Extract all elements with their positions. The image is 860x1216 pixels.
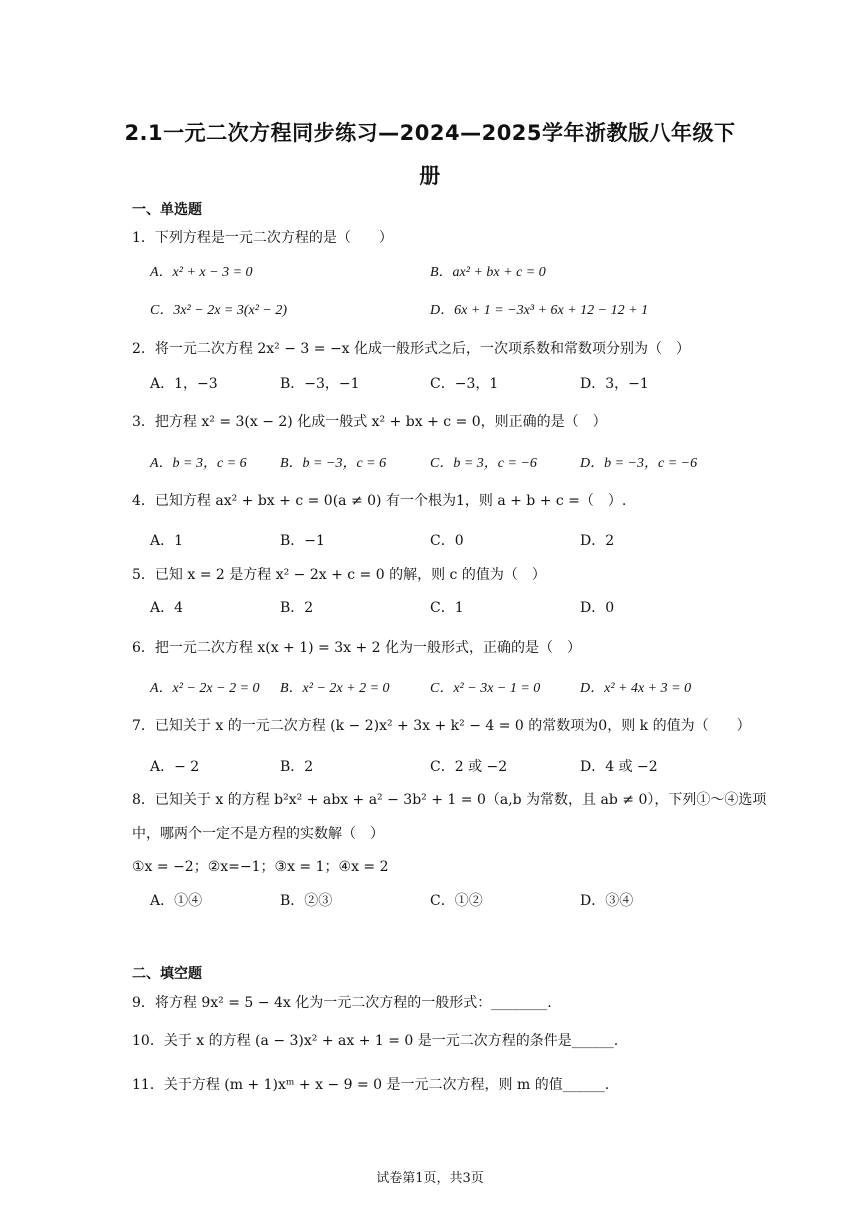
question-5-option-a: A．4	[150, 600, 184, 616]
question-8-option-b: B．②③	[280, 893, 333, 909]
question-6-option-c: C．x² − 3x − 1 = 0	[430, 681, 541, 696]
question-5-stem: 5．已知 x = 2 是方程 x² − 2x + c = 0 的解，则 c 的值为（ ）	[132, 567, 546, 583]
question-5-option-d: D．0	[580, 600, 615, 616]
question-3-stem: 3．把方程 x² = 3(x − 2) 化成一般式 x² + bx + c = 0，则正确的是（ ）	[132, 414, 607, 430]
question-8-choices: ①x = −2；②x=−1；③x = 1；④x = 2	[132, 859, 389, 875]
question-8-option-d: D．③④	[580, 893, 634, 909]
question-4-option-b: B．−1	[280, 533, 325, 549]
question-8-stem: 8．已知关于 x 的方程 b²x² + abx + a² − 3b² + 1 = 0（a,b 为常数，且 ab ≠ 0），下列①～④选项	[132, 792, 767, 808]
question-3-option-b: B．b = −3，c = 6	[280, 456, 387, 471]
question-7-option-d: D．4 或 −2	[580, 759, 658, 775]
question-7-option-b: B．2	[280, 759, 314, 775]
question-1-option-b: B．ax² + bx + c = 0	[430, 265, 546, 280]
question-3-option-d: D．b = −3，c = −6	[580, 456, 698, 471]
page-title: 2.1一元二次方程同步练习—2024—2025学年浙教版八年级下	[124, 121, 736, 145]
question-1-option-c: C．3x² − 2x = 3(x² − 2)	[150, 303, 288, 318]
question-1-stem: 1．下列方程是一元二次方程的是（ ）	[132, 230, 393, 246]
question-8-option-c: C．①②	[430, 893, 483, 909]
question-4-option-a: A．1	[150, 533, 184, 549]
question-5-option-c: C．1	[430, 600, 464, 616]
section-heading-fill-in: 二、填空题	[132, 966, 202, 982]
question-7-option-a: A．− 2	[150, 759, 200, 775]
section-heading-single-choice: 一、单选题	[132, 202, 202, 218]
question-7-option-c: C．2 或 −2	[430, 759, 508, 775]
question-2-option-b: B．−3，−1	[280, 376, 360, 392]
question-4-option-c: C．0	[430, 533, 464, 549]
question-2-option-c: C．−3，1	[430, 376, 499, 392]
question-6-option-d: D．x² + 4x + 3 = 0	[580, 681, 692, 696]
page-title-continued: 册	[419, 164, 441, 188]
page-footer: 试卷第1页，共3页	[376, 1171, 484, 1186]
question-3-option-a: A．b = 3，c = 6	[150, 456, 247, 471]
question-2-option-d: D．3，−1	[580, 376, 649, 392]
question-3-option-c: C．b = 3，c = −6	[430, 456, 537, 471]
question-2-stem: 2．将一元二次方程 2x² − 3 = −x 化成一般形式之后，一次项系数和常数项分别为（ ）	[132, 341, 691, 357]
question-5-option-b: B．2	[280, 600, 314, 616]
question-2-option-a: A．1，−3	[150, 376, 218, 392]
question-6-option-b: B．x² − 2x + 2 = 0	[280, 681, 390, 696]
question-1-option-d: D．6x + 1 = −3x³ + 6x + 12 − 12 + 1	[430, 303, 649, 318]
question-7-stem: 7．已知关于 x 的一元二次方程 (k − 2)x² + 3x + k² − 4 = 0 的常数项为0，则 k 的值为（ ）	[132, 718, 751, 734]
question-4-option-d: D．2	[580, 533, 615, 549]
question-8-stem-continued: 中，哪两个一定不是方程的实数解（ ）	[132, 826, 384, 842]
question-10-stem: 10．关于 x 的方程 (a − 3)x² + ax + 1 = 0 是一元二次方程的条件是______.	[132, 1033, 619, 1049]
question-4-stem: 4．已知方程 ax² + bx + c = 0(a ≠ 0) 有一个根为1，则 a + b + c =（ ）.	[132, 493, 627, 509]
question-8-option-a: A．①④	[150, 893, 203, 909]
question-9-stem: 9．将方程 9x² = 5 − 4x 化为一元二次方程的一般形式：________.	[132, 995, 552, 1011]
question-11-stem: 11．关于方程 (m + 1)xᵐ + x − 9 = 0 是一元二次方程，则 m 的值______.	[132, 1077, 610, 1093]
question-1-option-a: A．x² + x − 3 = 0	[150, 265, 253, 280]
question-6-option-a: A．x² − 2x − 2 = 0	[150, 681, 260, 696]
question-6-stem: 6．把一元二次方程 x(x + 1) = 3x + 2 化为一般形式，正确的是（ ）	[132, 640, 582, 656]
